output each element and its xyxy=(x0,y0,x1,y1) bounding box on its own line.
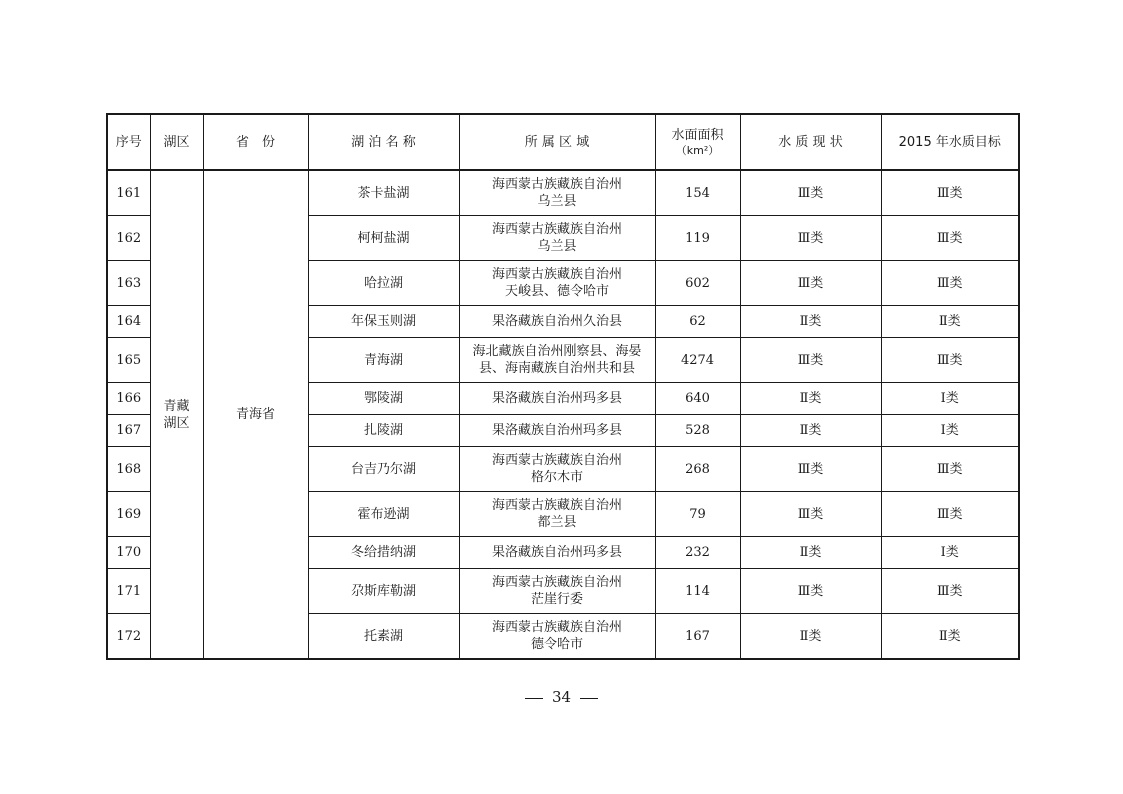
header-index: 序号 xyxy=(107,114,150,170)
cell-index: 161 xyxy=(107,170,150,216)
cell-lake-name: 鄂陵湖 xyxy=(308,383,459,415)
cell-index: 163 xyxy=(107,261,150,306)
cell-target-2015: Ⅰ类 xyxy=(881,383,1019,415)
cell-lake-name: 哈拉湖 xyxy=(308,261,459,306)
cell-area-belong: 海西蒙古族藏族自治州 德令哈市 xyxy=(459,614,655,660)
cell-water-status: Ⅱ类 xyxy=(740,306,881,338)
cell-water-status: Ⅲ类 xyxy=(740,492,881,537)
cell-index: 165 xyxy=(107,338,150,383)
lake-table xyxy=(106,113,1020,660)
cell-target-2015: Ⅲ类 xyxy=(881,216,1019,261)
cell-lake-name: 茶卡盐湖 xyxy=(308,170,459,216)
cell-water-area: 4274 xyxy=(655,338,740,383)
header-water-status: 水 质 现 状 xyxy=(740,114,881,170)
page-dash-left xyxy=(525,698,543,699)
cell-area-belong: 果洛藏族自治州玛多县 xyxy=(459,537,655,569)
header-water-area-label: 水面面积 xyxy=(671,127,724,143)
cell-index: 167 xyxy=(107,415,150,447)
cell-water-area: 602 xyxy=(655,261,740,306)
cell-area-belong: 海北藏族自治州刚察县、海晏 县、海南藏族自治州共和县 xyxy=(459,338,655,383)
cell-water-area: 528 xyxy=(655,415,740,447)
cell-area-belong: 海西蒙古族藏族自治州 都兰县 xyxy=(459,492,655,537)
cell-water-status: Ⅲ类 xyxy=(740,338,881,383)
cell-area-belong: 海西蒙古族藏族自治州 乌兰县 xyxy=(459,216,655,261)
cell-index: 166 xyxy=(107,383,150,415)
cell-target-2015: Ⅲ类 xyxy=(881,261,1019,306)
page-footer xyxy=(0,688,1123,706)
cell-target-2015: Ⅰ类 xyxy=(881,537,1019,569)
cell-lake-name: 托素湖 xyxy=(308,614,459,660)
cell-water-area: 62 xyxy=(655,306,740,338)
table-row xyxy=(107,170,1019,216)
header-row xyxy=(107,114,1019,170)
cell-water-area: 114 xyxy=(655,569,740,614)
page-dash-right xyxy=(580,698,598,699)
cell-water-area: 232 xyxy=(655,537,740,569)
cell-water-status: Ⅲ类 xyxy=(740,447,881,492)
header-area-belong: 所 属 区 域 xyxy=(459,114,655,170)
cell-area-belong: 果洛藏族自治州玛多县 xyxy=(459,415,655,447)
cell-index: 169 xyxy=(107,492,150,537)
cell-lake-name: 台吉乃尔湖 xyxy=(308,447,459,492)
cell-water-status: Ⅱ类 xyxy=(740,614,881,660)
cell-area-belong: 海西蒙古族藏族自治州 乌兰县 xyxy=(459,170,655,216)
cell-lake-name: 柯柯盐湖 xyxy=(308,216,459,261)
cell-lake-name: 霍布逊湖 xyxy=(308,492,459,537)
cell-water-status: Ⅲ类 xyxy=(740,569,881,614)
cell-index: 171 xyxy=(107,569,150,614)
cell-water-area: 79 xyxy=(655,492,740,537)
table-body xyxy=(107,170,1019,659)
cell-water-status: Ⅲ类 xyxy=(740,170,881,216)
cell-lake-name: 扎陵湖 xyxy=(308,415,459,447)
header-water-area-unit: （km²） xyxy=(675,143,720,157)
cell-water-status: Ⅲ类 xyxy=(740,216,881,261)
cell-lake-name: 尕斯库勒湖 xyxy=(308,569,459,614)
cell-water-area: 268 xyxy=(655,447,740,492)
cell-index: 168 xyxy=(107,447,150,492)
cell-target-2015: Ⅱ类 xyxy=(881,306,1019,338)
cell-water-status: Ⅱ类 xyxy=(740,537,881,569)
cell-index: 170 xyxy=(107,537,150,569)
cell-area-belong: 果洛藏族自治州玛多县 xyxy=(459,383,655,415)
cell-lake-name: 冬给措纳湖 xyxy=(308,537,459,569)
cell-lake-region: 青藏 湖区 xyxy=(150,170,203,659)
cell-area-belong: 海西蒙古族藏族自治州 天峻县、德令哈市 xyxy=(459,261,655,306)
cell-target-2015: Ⅱ类 xyxy=(881,614,1019,660)
header-lake-name: 湖 泊 名 称 xyxy=(308,114,459,170)
cell-target-2015: Ⅲ类 xyxy=(881,569,1019,614)
cell-index: 164 xyxy=(107,306,150,338)
header-province: 省 份 xyxy=(203,114,308,170)
cell-lake-name: 青海湖 xyxy=(308,338,459,383)
cell-water-area: 640 xyxy=(655,383,740,415)
cell-index: 162 xyxy=(107,216,150,261)
cell-area-belong: 海西蒙古族藏族自治州 格尔木市 xyxy=(459,447,655,492)
cell-target-2015: Ⅲ类 xyxy=(881,492,1019,537)
cell-water-status: Ⅲ类 xyxy=(740,261,881,306)
header-target-2015: 2015 年水质目标 xyxy=(881,114,1019,170)
cell-water-status: Ⅱ类 xyxy=(740,415,881,447)
cell-water-area: 119 xyxy=(655,216,740,261)
cell-target-2015: Ⅰ类 xyxy=(881,415,1019,447)
cell-target-2015: Ⅲ类 xyxy=(881,170,1019,216)
cell-target-2015: Ⅲ类 xyxy=(881,338,1019,383)
cell-province: 青海省 xyxy=(203,170,308,659)
cell-area-belong: 果洛藏族自治州久治县 xyxy=(459,306,655,338)
cell-lake-name: 年保玉则湖 xyxy=(308,306,459,338)
cell-water-area: 154 xyxy=(655,170,740,216)
cell-water-status: Ⅱ类 xyxy=(740,383,881,415)
page-number: 34 xyxy=(551,688,572,706)
cell-target-2015: Ⅲ类 xyxy=(881,447,1019,492)
cell-water-area: 167 xyxy=(655,614,740,660)
cell-index: 172 xyxy=(107,614,150,660)
header-water-area xyxy=(655,114,740,170)
header-lake-region: 湖区 xyxy=(150,114,203,170)
cell-area-belong: 海西蒙古族藏族自治州 茫崖行委 xyxy=(459,569,655,614)
